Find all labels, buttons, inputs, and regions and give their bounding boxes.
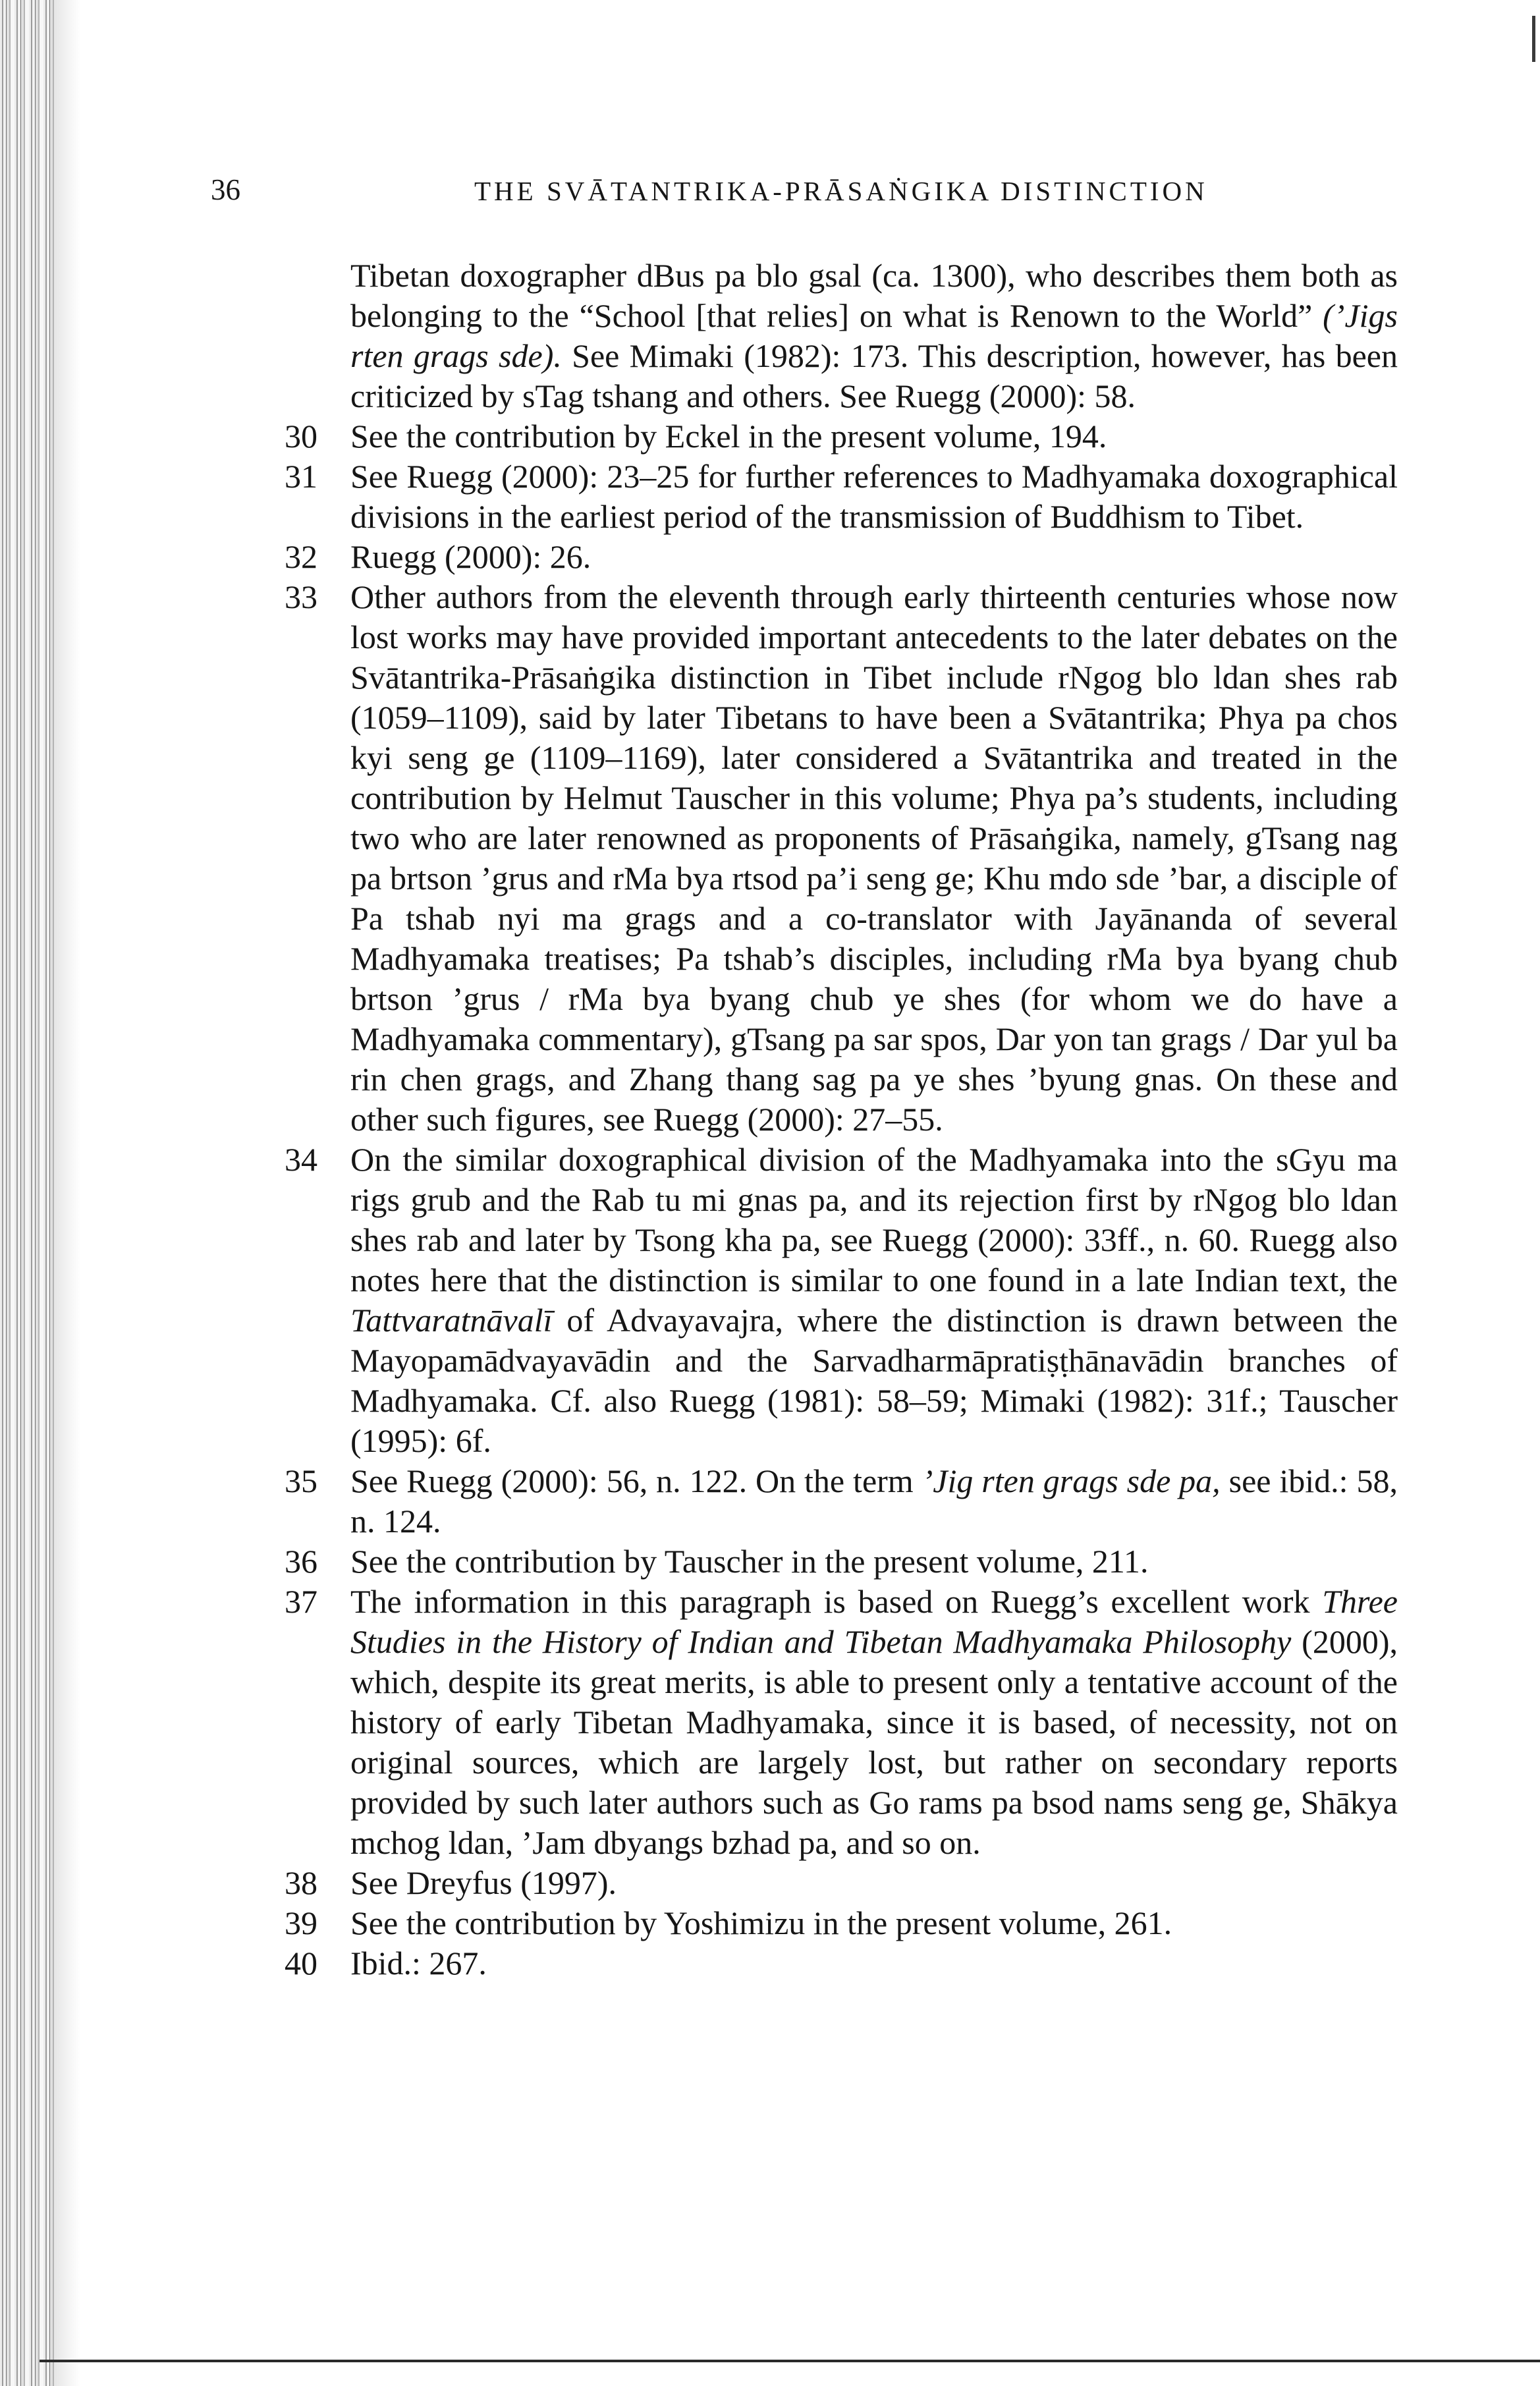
endnotes <box>285 256 1398 1984</box>
note-31 <box>285 457 1398 537</box>
note-text: Ibid.: 267. <box>350 1945 487 1982</box>
note-number: 36 <box>285 1543 317 1580</box>
note-32 <box>285 537 1398 577</box>
note-italic-term: ’Jig rten grags sde pa, <box>921 1462 1221 1499</box>
note-number: 37 <box>285 1583 317 1620</box>
note-37 <box>285 1582 1398 1863</box>
note-30 <box>285 416 1398 457</box>
note-text: (2000), which, despite its great merits, is able to present only a tentative account of the history of early Tibetan Madhyamaka, since it is based, of necessity, not on original sources, which are largely lost, but rather on secondary reports provided by such later authors such as Go rams pa bsod nams seng ge, Shākya mchog ldan, ’Jam dbyangs bzhad pa, and so on. <box>350 1623 1398 1861</box>
note-40 <box>285 1943 1398 1984</box>
note-text: of Advayavajra, where the distinction is drawn between the Mayopamādvayavādin and the Sarvadharmāpratiṣṭhānavādin branches of Madhyamaka. Cf. also Ruegg (1981): 58–59; Mimaki (1982): 31f.; Tauscher (1995): 6f. <box>350 1302 1398 1459</box>
note-number: 35 <box>285 1462 317 1499</box>
note-36 <box>285 1541 1398 1582</box>
note-italic-title: Tattvaratnāvalī <box>350 1302 553 1339</box>
note-number: 40 <box>285 1945 317 1982</box>
note-number: 31 <box>285 458 317 495</box>
note-text: On the similar doxographical division of the Madhyamaka into the sGyu ma rigs grub and the Rab tu mi gnas pa, and its rejection first by rNgog blo ldan shes rab and later by Tsong kha pa, see Ruegg (2000): 33ff., n. 60. Ruegg also notes here that the distinction is similar to one found in a late Indian text, the <box>350 1141 1398 1298</box>
note-33 <box>285 577 1398 1140</box>
note-34 <box>285 1140 1398 1461</box>
note-number: 34 <box>285 1141 317 1178</box>
note-number: 38 <box>285 1864 317 1901</box>
note-text: See Mimaki (1982): 173. This description, however, has been criticized by sTag tshang and others. See Ruegg (2000): 58. <box>350 337 1398 414</box>
note-text: See the contribution by Eckel in the present volume, 194. <box>350 418 1107 455</box>
scan-corner-mark <box>1532 16 1535 62</box>
note-italic-term: (’Jigs rten grags sde). <box>350 297 1398 374</box>
note-text: See Ruegg (2000): 56, n. 122. On the term <box>350 1462 922 1499</box>
scan-binding-edge <box>0 0 54 2386</box>
note-number: 33 <box>285 578 317 615</box>
scan-bottom-edge <box>40 2360 1540 2362</box>
page-number: 36 <box>211 173 240 206</box>
note-39 <box>285 1903 1398 1943</box>
note-text: See Ruegg (2000): 23–25 for further references to Madhyamaka doxographical divisions in the earliest period of the transmission of Buddhism to Tibet. <box>350 458 1398 535</box>
note-italic-title: Three Studies in the History of Indian and Tibetan Madhyamaka Philosophy <box>350 1583 1398 1660</box>
note-text: see ibid.: 58, n. 124. <box>350 1462 1398 1540</box>
note-38 <box>285 1863 1398 1903</box>
running-header <box>211 173 1462 212</box>
note-text: The information in this paragraph is based on Ruegg’s excellent work <box>350 1583 1323 1620</box>
note-text: See the contribution by Tauscher in the present volume, 211. <box>350 1543 1149 1580</box>
note-number: 39 <box>285 1904 317 1941</box>
note-35 <box>285 1461 1398 1541</box>
note-number: 30 <box>285 418 317 455</box>
note-continuation <box>285 256 1398 416</box>
note-number: 32 <box>285 538 317 575</box>
note-text: See Dreyfus (1997). <box>350 1864 617 1901</box>
note-text: See the contribution by Yoshimizu in the present volume, 261. <box>350 1904 1172 1941</box>
note-text: Other authors from the eleventh through early thirteenth centuries whose now lost works may have provided important antecedents to the later debates on the Svātantrika-Prāsaṅgika distinction in Tibet include rNgog blo ldan shes rab (1059–1109), said by later Tibetans to have been a Svātantrika; Phya pa chos kyi seng ge (1109–1169), later considered a Svātantrika and treated in the contribution by Helmut Tauscher in this volume; Phya pa’s students, including two who are later renowned as proponents of Prāsaṅgika, namely, gTsang nag pa brtson ’grus and rMa bya rtsod pa’i seng ge; Khu mdo sde ’bar, a disciple of Pa tshab nyi ma grags and a co-translator with Jayānanda of several Madhyamaka treatises; Pa tshab’s disciples, including rMa bya byang chub brtson ’grus / rMa bya byang chub ye shes (for whom we do have a Madhyamaka commentary), gTsang pa sar spos, Dar yon tan grags / Dar yul ba rin chen grags, and Zhang thang sag pa ye shes ’byung gnas. On these and other such figures, see Ruegg (2000): 27–55. <box>350 578 1398 1138</box>
note-text: Tibetan doxographer dBus pa blo gsal (ca. 1300), who describes them both as belonging to the “School [that relies] on what is Renown to the World” <box>350 257 1398 334</box>
note-text: Ruegg (2000): 26. <box>350 538 591 575</box>
scan-binding-shadow <box>54 0 80 2386</box>
running-title: THE SVĀTANTRIKA-PRĀSAṄGIKA DISTINCTION <box>474 176 1208 206</box>
